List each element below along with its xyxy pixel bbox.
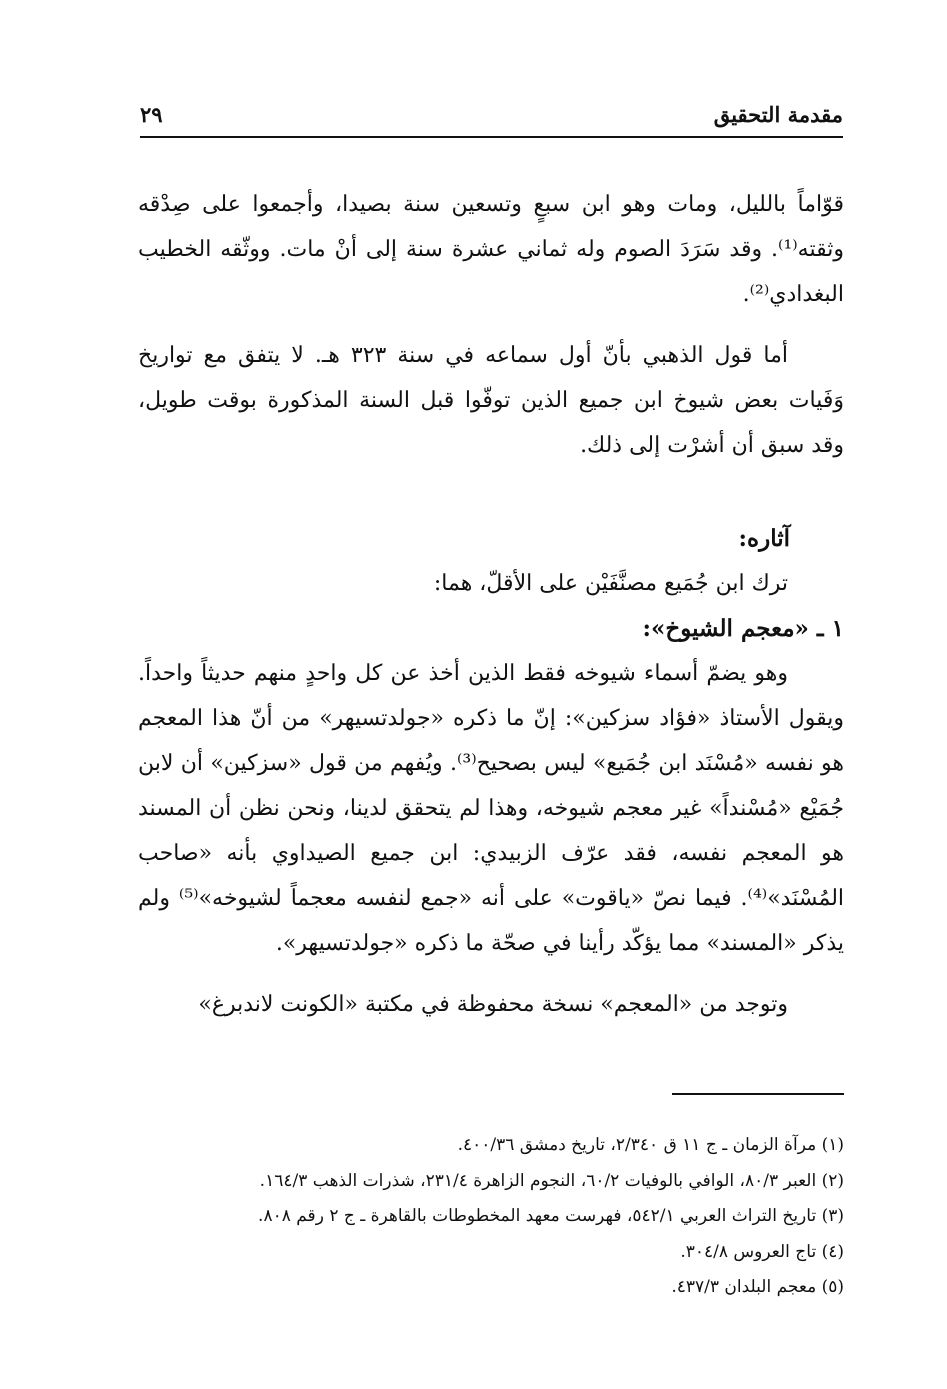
footnote-2: (٢) العبر ٨٠/٣، الوافي بالوفيات ٦٠/٢، النجوم الزاهرة ٢٣١/٤، شذرات الذهب ١٦٤/٣. [259, 1170, 844, 1191]
main-text [138, 182, 844, 1027]
footnotes [150, 1128, 844, 1306]
footnote-4: (٤) تاج العروس ٣٠٤/٨. [680, 1241, 844, 1262]
footnote-1: (١) مرآة الزمان ـ ج ١١ ق ٢/٣٤٠، تاريخ دمشق ٤٠٠/٣٦. [457, 1135, 844, 1155]
subheading-mujam-al-shuyukh: ١ ـ «معجم الشيوخ»: [642, 615, 844, 642]
paragraph-5: وتوجد من «المعجم» نسخة محفوظة في مكتبة «الكونت لاندبرغ» [198, 992, 788, 1017]
paragraph-3: ترك ابن جُمَيع مصنَّفَيْن على الأقلّ، هما: [433, 571, 788, 596]
section-heading-works: آثاره: [738, 525, 790, 552]
running-title: مقدمة التحقيق [713, 102, 843, 127]
footnote-separator [672, 1093, 844, 1095]
paragraph-2: أما قول الذهبي بأنّ أول سماعه في سنة ٣٢٣ هـ. لا يتفق مع تواريخ وَفَيات بعض شيوخ ابن جميع الذين توفّوا قبل السنة المذكورة بوقت طويل، وقد سبق أن أشرْت إلى ذلك. [138, 343, 844, 458]
paragraph-1: قوّاماً بالليل، ومات وهو ابن سبعٍ وتسعين سنة بصيدا، وأجمعوا على صِدْقه وثقته⁽¹⁾. وقد سَرَدَ الصوم وله ثماني عشرة سنة إلى أنْ مات. ووثّقه الخطيب البغدادي⁽²⁾. [138, 192, 844, 307]
page-number: ٢٩ [140, 102, 163, 127]
footnote-3: (٣) تاريخ التراث العربي ٥٤٢/١، فهرست معهد المخطوطات بالقاهرة ـ ج ٢ رقم ٨٠٨. [258, 1206, 844, 1226]
running-header [140, 98, 843, 138]
paragraph-4: وهو يضمّ أسماء شيوخه فقط الذين أخذ عن كل واحدٍ منهم حديثاً واحداً. ويقول الأستاذ «فؤاد سزكين»: إنّ ما ذكره «جولدتسيهر» من أنّ هذا المعجم هو نفسه «مُسْنَد ابن جُمَيع» ليس بصحيح⁽³⁾. ويُفهم من قول «سزكين» أن لابن جُمَيْع «مُسْنداً» غير معجم شيوخه، وهذا لم يتحقق لدينا، ونحن نظن أن المسند هو المعجم نفسه، فقد عرّف الزبيدي: ابن جميع الصيداوي بأنه «صاحب المُسْنَد»⁽⁴⁾. فيما نصّ «ياقوت» على أنه «جمع لنفسه معجماً لشيوخه»⁽⁵⁾ ولم يذكر «المسند» مما يؤكّد رأينا في صحّة ما ذكره «جولدتسيهر». [138, 661, 845, 956]
footnote-5: (٥) معجم البلدان ٤٣٧/٣. [671, 1277, 844, 1297]
